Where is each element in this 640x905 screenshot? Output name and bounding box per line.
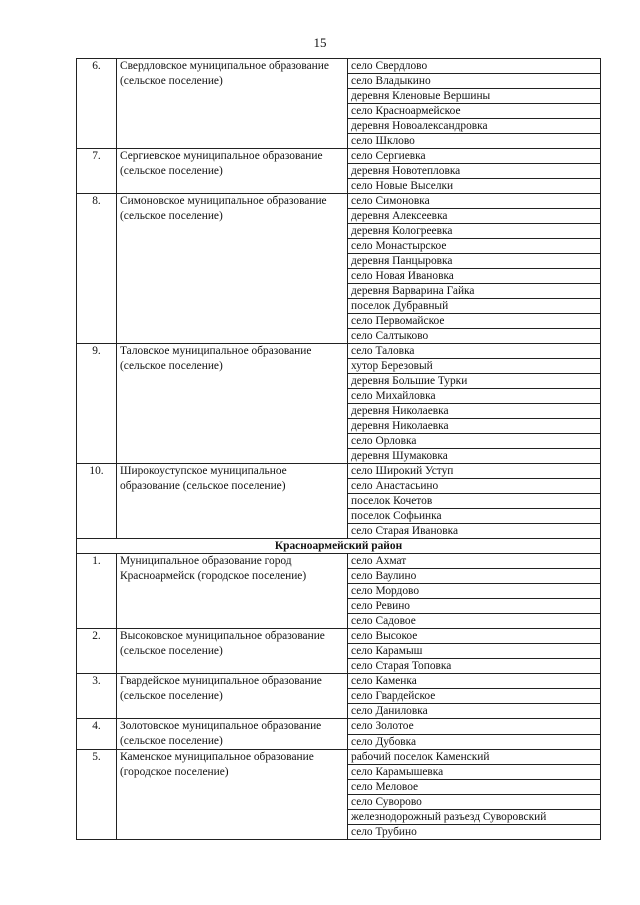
settlement-name: село Анастасьино	[348, 479, 601, 494]
settlement-name: село Сергиевка	[348, 149, 601, 164]
municipality-name: Гвардейское муниципальное образование (сельское поселение)	[117, 674, 348, 719]
settlement-name: село Салтыково	[348, 329, 601, 344]
settlement-name: деревня Кологреевка	[348, 224, 601, 239]
settlement-name: село Трубино	[348, 825, 601, 840]
municipality-name: Таловское муниципальное образование (сельское поселение)	[117, 344, 348, 464]
settlement-name: село Мордово	[348, 584, 601, 599]
table-row	[77, 629, 601, 644]
settlement-name: село Старая Ивановка	[348, 524, 601, 539]
settlement-name: село Широкий Уступ	[348, 464, 601, 479]
municipality-name: Симоновское муниципальное образование (сельское поселение)	[117, 194, 348, 344]
settlement-name: село Карамыш	[348, 644, 601, 659]
settlement-name: село Шклово	[348, 134, 601, 149]
municipality-name: Сергиевское муниципальное образование (сельское поселение)	[117, 149, 348, 194]
settlement-name: село Каменка	[348, 674, 601, 689]
settlement-name: село Даниловка	[348, 704, 601, 719]
settlement-name: село Владыкино	[348, 74, 601, 89]
settlement-name: село Свердлово	[348, 59, 601, 74]
settlement-name: хутор Березовый	[348, 359, 601, 374]
settlement-name: село Дубовка	[348, 734, 601, 750]
row-number: 10.	[77, 464, 117, 539]
table-row	[77, 344, 601, 359]
settlement-name: село Первомайское	[348, 314, 601, 329]
settlement-name: село Монастырское	[348, 239, 601, 254]
row-number: 3.	[77, 674, 117, 719]
settlement-name: рабочий поселок Каменский	[348, 750, 601, 765]
district-row	[77, 539, 601, 554]
settlement-name: деревня Николаевка	[348, 404, 601, 419]
settlement-name: село Меловое	[348, 780, 601, 795]
table-row	[77, 719, 601, 735]
settlement-name: деревня Большие Турки	[348, 374, 601, 389]
table-row	[77, 554, 601, 569]
municipality-name: Широкоуступское муниципальное образование (сельское поселение)	[117, 464, 348, 539]
municipalities-table	[76, 58, 601, 840]
row-number: 1.	[77, 554, 117, 629]
settlement-name: село Золотое	[348, 719, 601, 735]
settlement-name: поселок Софьинка	[348, 509, 601, 524]
settlement-name: село Михайловка	[348, 389, 601, 404]
settlement-name: поселок Дубравный	[348, 299, 601, 314]
row-number: 6.	[77, 59, 117, 149]
table-row	[77, 750, 601, 765]
settlement-name: село Таловка	[348, 344, 601, 359]
settlement-name: село Новые Выселки	[348, 179, 601, 194]
settlement-name: деревня Новоалександровка	[348, 119, 601, 134]
settlement-name: деревня Шумаковка	[348, 449, 601, 464]
settlement-name: село Садовое	[348, 614, 601, 629]
settlement-name: село Ревино	[348, 599, 601, 614]
settlement-name: поселок Кочетов	[348, 494, 601, 509]
settlement-name: деревня Новотепловка	[348, 164, 601, 179]
settlement-name: деревня Алексеевка	[348, 209, 601, 224]
row-number: 5.	[77, 750, 117, 840]
district-title: Красноармейский район	[77, 539, 601, 554]
settlement-name: село Симоновка	[348, 194, 601, 209]
table-row	[77, 674, 601, 689]
settlement-name: село Новая Ивановка	[348, 269, 601, 284]
row-number: 2.	[77, 629, 117, 674]
settlement-name: село Суворово	[348, 795, 601, 810]
settlement-name: село Ваулино	[348, 569, 601, 584]
municipality-name: Муниципальное образование город Красноармейск (городское поселение)	[117, 554, 348, 629]
settlement-name: село Карамышевка	[348, 765, 601, 780]
settlement-name: железнодорожный разъезд Суворовский	[348, 810, 601, 825]
municipality-name: Высоковское муниципальное образование (сельское поселение)	[117, 629, 348, 674]
settlement-name: деревня Панцыровка	[348, 254, 601, 269]
row-number: 8.	[77, 194, 117, 344]
row-number: 4.	[77, 719, 117, 750]
settlement-name: село Высокое	[348, 629, 601, 644]
page-number: 15	[313, 35, 327, 50]
settlement-name: деревня Николаевка	[348, 419, 601, 434]
settlement-name: деревня Кленовые Вершины	[348, 89, 601, 104]
municipality-name: Золотовское муниципальное образование (сельское поселение)	[117, 719, 348, 750]
table-row	[77, 194, 601, 209]
settlement-name: село Гвардейское	[348, 689, 601, 704]
settlement-name: село Ахмат	[348, 554, 601, 569]
municipality-name: Каменское муниципальное образование (городское поселение)	[117, 750, 348, 840]
settlement-name: село Орловка	[348, 434, 601, 449]
table-row	[77, 464, 601, 479]
settlement-name: село Красноармейское	[348, 104, 601, 119]
row-number: 9.	[77, 344, 117, 464]
settlement-name: село Старая Топовка	[348, 659, 601, 674]
municipality-name: Свердловское муниципальное образование (сельское поселение)	[117, 59, 348, 149]
settlement-name: деревня Варварина Гайка	[348, 284, 601, 299]
table-row	[77, 59, 601, 74]
table-row	[77, 149, 601, 164]
table-body	[77, 59, 601, 840]
row-number: 7.	[77, 149, 117, 194]
